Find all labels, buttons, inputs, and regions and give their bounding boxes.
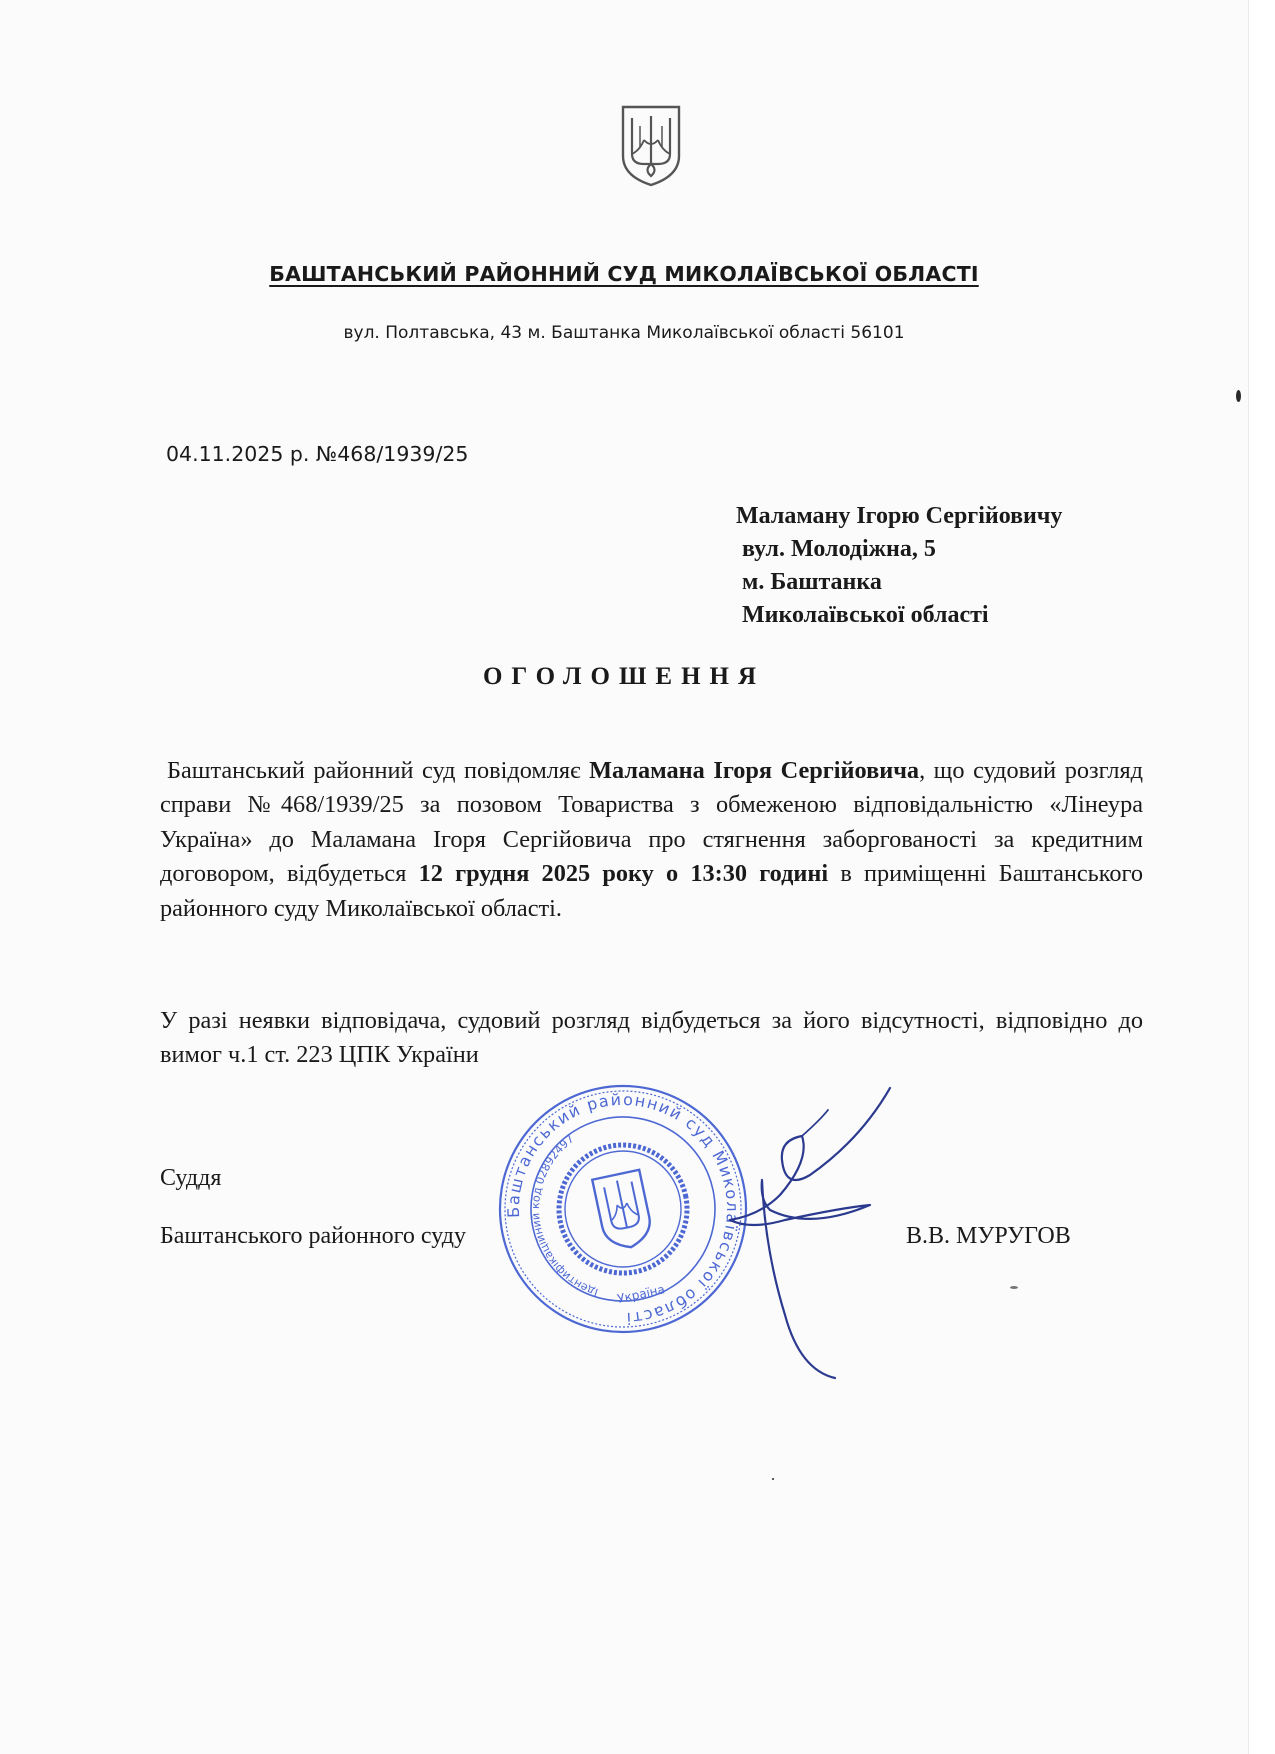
court-address: вул. Полтавська, 43 м. Баштанка Миколаївської області 56101 [343,323,905,343]
notice-text: , що судовий розгляд справи №468/1939/25 за позовом Товариства з обмеженою відповідальністю «Лінеура Україна» до Маламана Ігоря Сергійовича про стягнення заборгованості за кредитним договором, відбудеться [160,757,1143,888]
stamp-bottom-text: Україна [616,1282,667,1306]
addressee-name: Маламану Ігорю Сергійовичу [736,503,1063,529]
document-title: ОГОЛОШЕННЯ [482,663,766,690]
addressee-city: м. Баштанка [742,569,882,595]
defendant-name: Маламана Ігоря Сергійовича [589,757,920,784]
addressee-street: вул. Молодіжна, 5 [742,536,936,562]
trident-emblem-icon [620,104,682,188]
addressee-region: Миколаївської області [742,602,989,628]
notice-paragraph [160,754,1143,926]
absence-paragraph: У разі неявки відповідача, судовий розгляд відбудеться за його відсутності, відповідно до вимог ч.1 ст. 223 ЦПК України [160,1007,1143,1069]
hearing-datetime: 12 грудня 2025 року о 13:30 годині [418,860,829,888]
scan-speck [1236,390,1241,402]
judge-court: Баштанського районного суду [160,1223,466,1249]
notice-text: в приміщенні Баштанського районного суду Миколаївської області. [160,860,1143,922]
addressee-block [736,500,1062,632]
court-name-heading: БАШТАНСЬКИЙ РАЙОННИЙ СУД МИКОЛАЇВСЬКОЇ ОБЛАСТІ [269,262,979,286]
handwritten-signature [690,1080,910,1380]
scan-speck [772,1478,774,1480]
scan-speck [1010,1286,1018,1289]
document-reference: 04.11.2025 р. №468/1939/25 [166,442,469,466]
stamp-inner-text: Ідентифікаційний код 02892497 [528,1132,600,1299]
judge-name: В.В. МУРУГОВ [906,1223,1071,1249]
stamp-trident-icon [592,1170,654,1252]
stamp-outer-text: Баштанський районний суд Миколаївської області [503,1089,743,1329]
judge-title: Суддя [160,1165,222,1191]
notice-text: Баштанський районний суд повідомляє [167,757,590,784]
